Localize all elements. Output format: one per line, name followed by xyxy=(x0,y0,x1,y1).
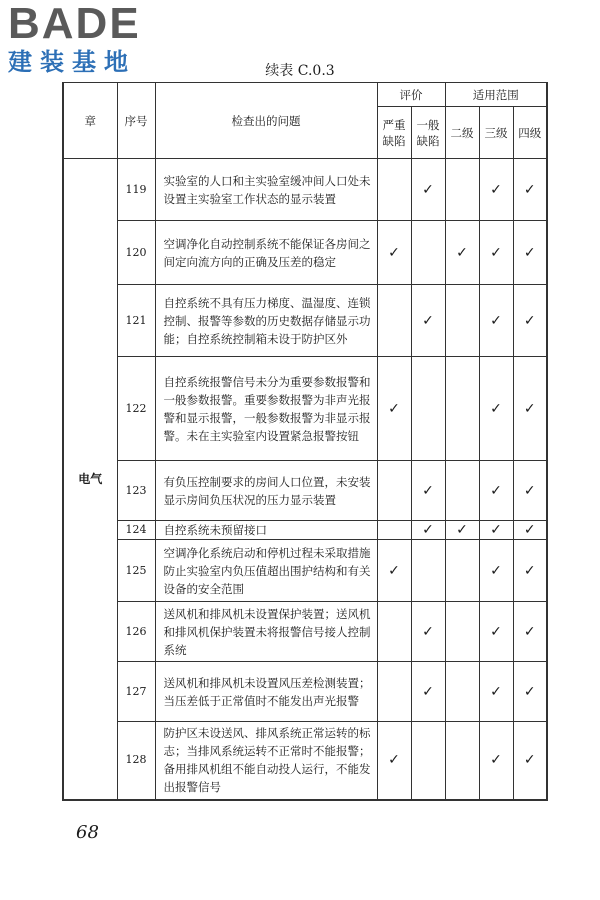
check-mark-icon: ✓ xyxy=(513,602,547,662)
check-mark-icon: ✓ xyxy=(377,357,411,461)
row-number: 121 xyxy=(117,285,155,357)
empty-cell xyxy=(445,602,479,662)
empty-cell xyxy=(445,662,479,722)
check-mark-icon: ✓ xyxy=(411,285,445,357)
row-number: 122 xyxy=(117,357,155,461)
problem-description: 防护区未设送风、排风系统正常运转的标志；当排风系统运转不正常时不能报警；备用排风机组不能自动投人运行，不能发出报警信号 xyxy=(155,722,377,800)
check-mark-icon: ✓ xyxy=(513,221,547,285)
row-number: 123 xyxy=(117,461,155,521)
check-mark-icon: ✓ xyxy=(479,540,513,602)
row-number: 127 xyxy=(117,662,155,722)
problem-description: 实验室的人口和主实验室缓冲间人口处未设置主实验室工作状态的显示装置 xyxy=(155,159,377,221)
empty-cell xyxy=(411,221,445,285)
header-level4: 四级 xyxy=(513,107,547,159)
table-row xyxy=(63,285,547,357)
check-mark-icon: ✓ xyxy=(411,521,445,540)
problem-description: 送风机和排风机未设置保护装置；送风机和排风机保护装置未将报警信号接人控制系统 xyxy=(155,602,377,662)
empty-cell xyxy=(377,285,411,357)
row-number: 126 xyxy=(117,602,155,662)
empty-cell xyxy=(377,602,411,662)
header-scope: 适用范围 xyxy=(445,83,547,107)
check-mark-icon: ✓ xyxy=(479,521,513,540)
check-mark-icon: ✓ xyxy=(411,461,445,521)
header-number: 序号 xyxy=(117,83,155,159)
check-mark-icon: ✓ xyxy=(513,285,547,357)
problem-description: 空调净化系统启动和停机过程未采取措施防止实验室内负压值超出围护结构和有关设备的安全范围 xyxy=(155,540,377,602)
check-mark-icon: ✓ xyxy=(479,602,513,662)
header-severe: 严重缺陷 xyxy=(377,107,411,159)
logo-brand: BADE xyxy=(8,0,141,48)
table-row xyxy=(63,662,547,722)
page-number: 68 xyxy=(76,822,99,843)
check-mark-icon: ✓ xyxy=(411,159,445,221)
check-mark-icon: ✓ xyxy=(445,221,479,285)
header-problem: 检查出的问题 xyxy=(155,83,377,159)
empty-cell xyxy=(445,285,479,357)
table-row xyxy=(63,461,547,521)
row-number: 124 xyxy=(117,521,155,540)
problem-description: 有负压控制要求的房间人口位置，未安装显示房间负压状况的压力显示装置 xyxy=(155,461,377,521)
check-mark-icon: ✓ xyxy=(377,540,411,602)
empty-cell xyxy=(445,540,479,602)
empty-cell xyxy=(445,159,479,221)
check-mark-icon: ✓ xyxy=(479,159,513,221)
check-mark-icon: ✓ xyxy=(513,357,547,461)
problem-description: 自控系统未预留接口 xyxy=(155,521,377,540)
logo-subtitle: 建装基地 xyxy=(8,48,136,76)
check-mark-icon: ✓ xyxy=(411,602,445,662)
check-mark-icon: ✓ xyxy=(513,461,547,521)
empty-cell xyxy=(445,722,479,800)
empty-cell xyxy=(411,722,445,800)
check-mark-icon: ✓ xyxy=(411,662,445,722)
problem-description: 送风机和排风机未设置风压差检测装置；当压差低于正常值时不能发出声光报警 xyxy=(155,662,377,722)
check-mark-icon: ✓ xyxy=(479,662,513,722)
table-row xyxy=(63,521,547,540)
row-number: 119 xyxy=(117,159,155,221)
table-body xyxy=(63,159,547,800)
check-mark-icon: ✓ xyxy=(377,221,411,285)
empty-cell xyxy=(377,461,411,521)
chapter-cell: 电气 xyxy=(63,159,117,800)
inspection-table xyxy=(62,82,548,801)
check-mark-icon: ✓ xyxy=(513,722,547,800)
check-mark-icon: ✓ xyxy=(479,221,513,285)
empty-cell xyxy=(445,461,479,521)
check-mark-icon: ✓ xyxy=(513,159,547,221)
table-row xyxy=(63,357,547,461)
empty-cell xyxy=(377,521,411,540)
check-mark-icon: ✓ xyxy=(513,662,547,722)
table-row xyxy=(63,159,547,221)
check-mark-icon: ✓ xyxy=(513,521,547,540)
empty-cell xyxy=(377,662,411,722)
problem-description: 自控系统不具有压力梯度、温湿度、连锁控制、报警等参数的历史数据存储显示功能；自控系统控制箱未设于防护区外 xyxy=(155,285,377,357)
check-mark-icon: ✓ xyxy=(513,540,547,602)
check-mark-icon: ✓ xyxy=(479,285,513,357)
check-mark-icon: ✓ xyxy=(479,357,513,461)
header-level3: 三级 xyxy=(479,107,513,159)
empty-cell xyxy=(411,357,445,461)
table-caption: 续表 C.0.3 xyxy=(265,63,335,79)
header-chapter: 章 xyxy=(63,83,117,159)
table-row xyxy=(63,722,547,800)
row-number: 125 xyxy=(117,540,155,602)
check-mark-icon: ✓ xyxy=(377,722,411,800)
row-number: 128 xyxy=(117,722,155,800)
empty-cell xyxy=(445,357,479,461)
row-number: 120 xyxy=(117,221,155,285)
table-row xyxy=(63,602,547,662)
check-mark-icon: ✓ xyxy=(445,521,479,540)
table-row xyxy=(63,540,547,602)
empty-cell xyxy=(377,159,411,221)
header-level2: 二级 xyxy=(445,107,479,159)
problem-description: 自控系统报警信号未分为重要参数报警和一般参数报警。重要参数报警为非声光报警和显示报警，一般参数报警为非显示报警。未在主实验室内设置紧急报警按钮 xyxy=(155,357,377,461)
empty-cell xyxy=(411,540,445,602)
table-row xyxy=(63,221,547,285)
problem-description: 空调净化自动控制系统不能保证各房间之间定向流方向的正确及压差的稳定 xyxy=(155,221,377,285)
check-mark-icon: ✓ xyxy=(479,461,513,521)
check-mark-icon: ✓ xyxy=(479,722,513,800)
header-general: 一般缺陷 xyxy=(411,107,445,159)
header-evaluation: 评价 xyxy=(377,83,445,107)
